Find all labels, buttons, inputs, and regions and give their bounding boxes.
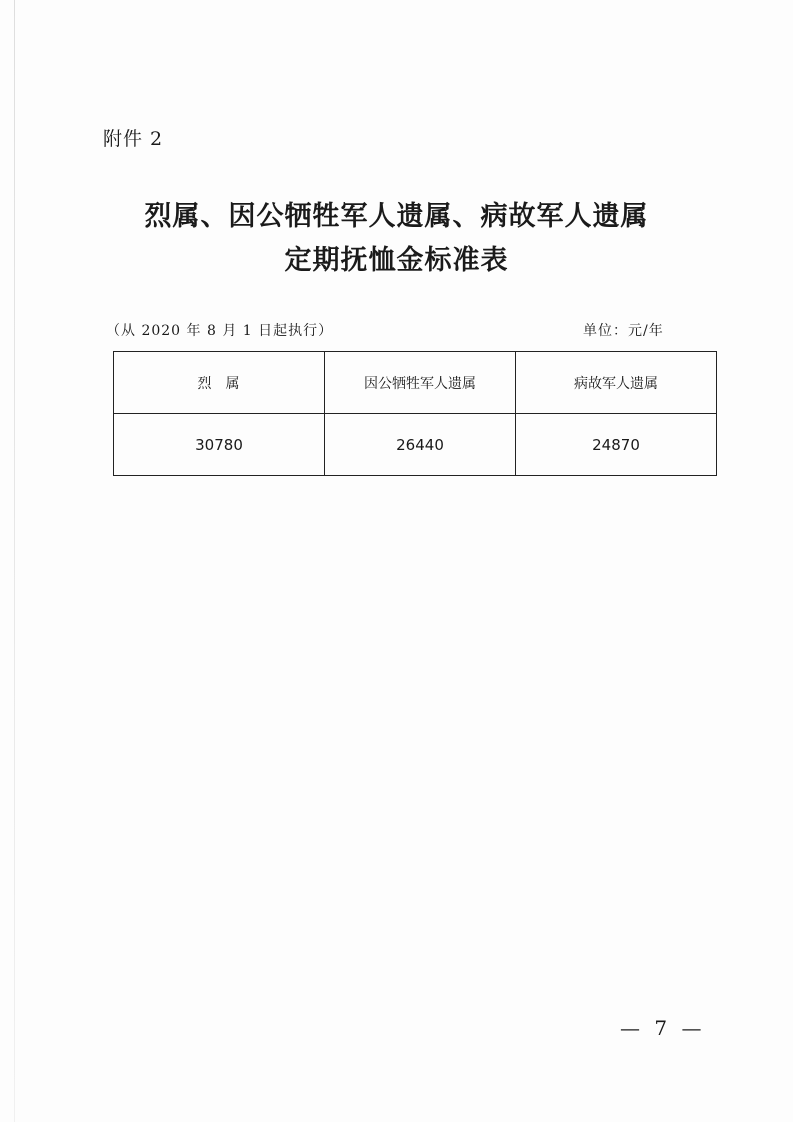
document-title-line-2: 定期抚恤金标准表 (284, 245, 509, 276)
table-row (114, 414, 717, 476)
attachment-label: 附件 2 (103, 128, 164, 150)
header-cell-duty-death-family: 因公牺牲军人遗属 (325, 352, 516, 414)
pension-standard-table (113, 351, 717, 476)
value-cell-duty-death-family: 26440 (325, 414, 516, 476)
value-cell-martyr-family: 30780 (114, 414, 325, 476)
page-number: — 7 — (620, 1016, 706, 1040)
header-cell-illness-death-family: 病故军人遗属 (516, 352, 717, 414)
table-header-row (114, 352, 717, 414)
header-cell-martyr-family: 烈属 (114, 352, 325, 414)
value-cell-illness-death-family: 24870 (516, 414, 717, 476)
scan-edge-shadow (14, 0, 15, 1122)
unit-note: 单位：元/年 (583, 323, 664, 339)
effective-date-note: （从 2020 年 8 月 1 日起执行） (106, 323, 334, 339)
document-title-line-1: 烈属、因公牺牲军人遗属、病故军人遗属 (144, 201, 649, 232)
